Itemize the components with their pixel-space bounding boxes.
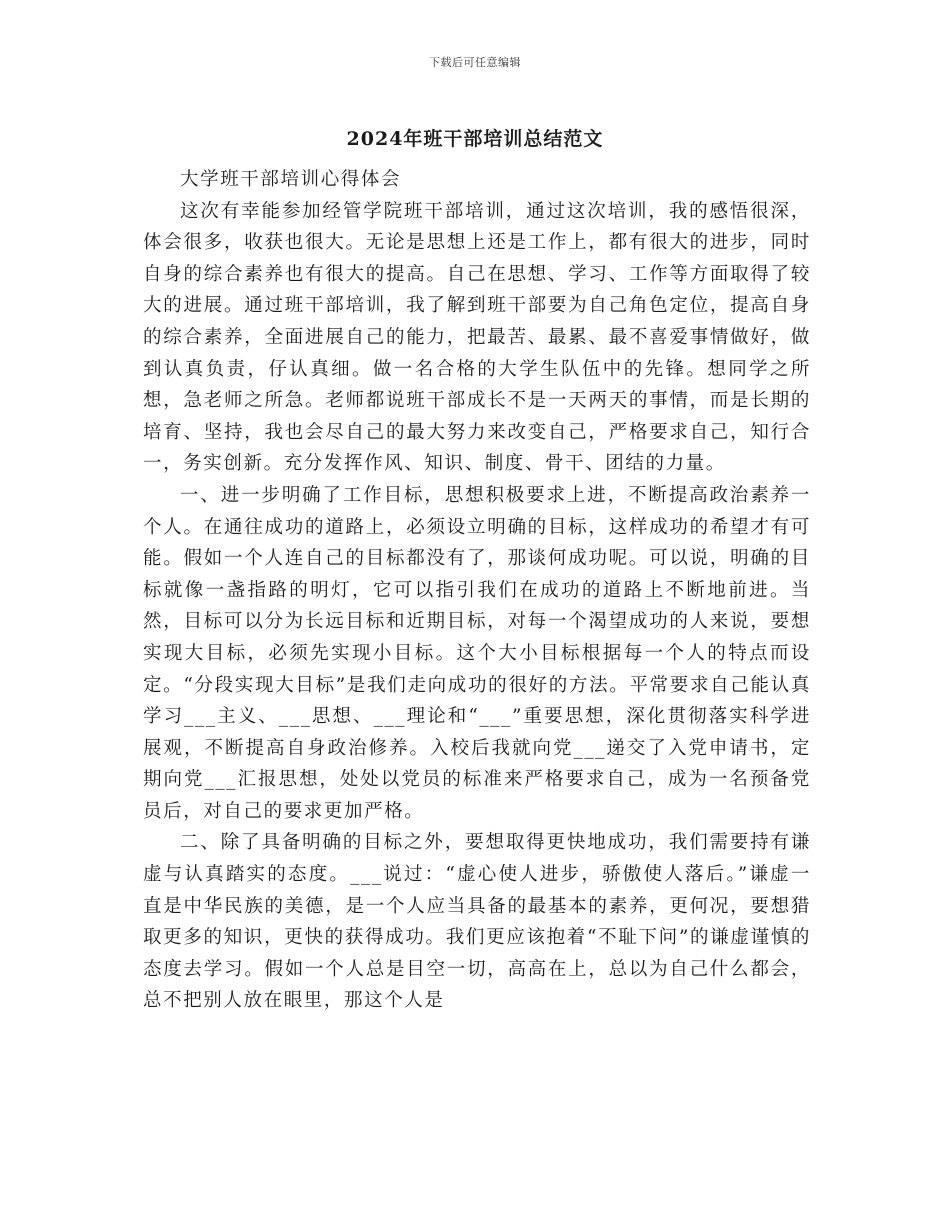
document-title: 2024年班干部培训总结范文 — [346, 128, 604, 150]
subtitle-paragraph: 大学班干部培训心得体会 — [180, 169, 402, 190]
body-paragraph-section-1: 一、进一步明确了工作目标，思想积极要求上进，不断提高政治素养一个人。在通往成功的道路上，必须设立明确的目标，这样成功的希望才有可能。假如一个人连自己的目标都没有了，那谈何成功呢。可以说，明确的目标就像一盏指路的明灯，它可以指引我们在成功的道路上不断地前进。当然，目标可以分为长远目标和近期目标，对每一个渴望成功的人来说，要想实现大目标，必须先实现小目标。这个大小目标根据每一个人的特点而设定。“分段实现大目标”是我们走向成功的很好的方法。平常要求自己能认真学习___主义、___思想、___理论和“___”重要思想，深化贯彻落实科学进展观，不断提高自身政治修养。入校后我就向党___递交了入党申请书，定期向党___汇报思想，处处以党员的标准来严格要求自己，成为一名预备党员后，对自己的要求更加严格。 — [143, 484, 811, 822]
body-paragraph-section-2: 二、除了具备明确的目标之外，要想取得更快地成功，我们需要持有谦虚与认真踏实的态度。___说过：“虚心使人进步，骄傲使人落后。”谦虚一直是中华民族的美德，是一个人应当具备的最基本的素养，更何况，要想猎取更多的知识，更快的获得成功。我们更应该抱着“不耻下问”的谦虚谨慎的态度去学习。假如一个人总是目空一切，高高在上，总以为自己什么都会，总不把别人放在眼里，那这个人是 — [143, 832, 811, 1012]
body-paragraph-intro: 这次有幸能参加经管学院班干部培训，通过这次培训，我的感悟很深，体会很多，收获也很大。无论是思想上还是工作上，都有很大的进步，同时自身的综合素养也有很大的提高。自己在思想、学习、工作等方面取得了较大的进展。通过班干部培训，我了解到班干部要为自己角色定位，提高自身的综合素养，全面进展自己的能力，把最苦、最累、最不喜爱事情做好，做到认真负责，仔认真细。做一名合格的大学生队伍中的先锋。想同学之所想，急老师之所急。老师都说班干部成长不是一天两天的事情，而是长期的培育、坚持，我也会尽自己的最大努力来改变自己，严格要求自己，知行合一，务实创新。充分发挥作风、知识、制度、骨干、团结的力量。 — [143, 200, 811, 475]
document-body — [143, 164, 811, 1017]
header-note: 下载后可任意编辑 — [429, 56, 521, 69]
